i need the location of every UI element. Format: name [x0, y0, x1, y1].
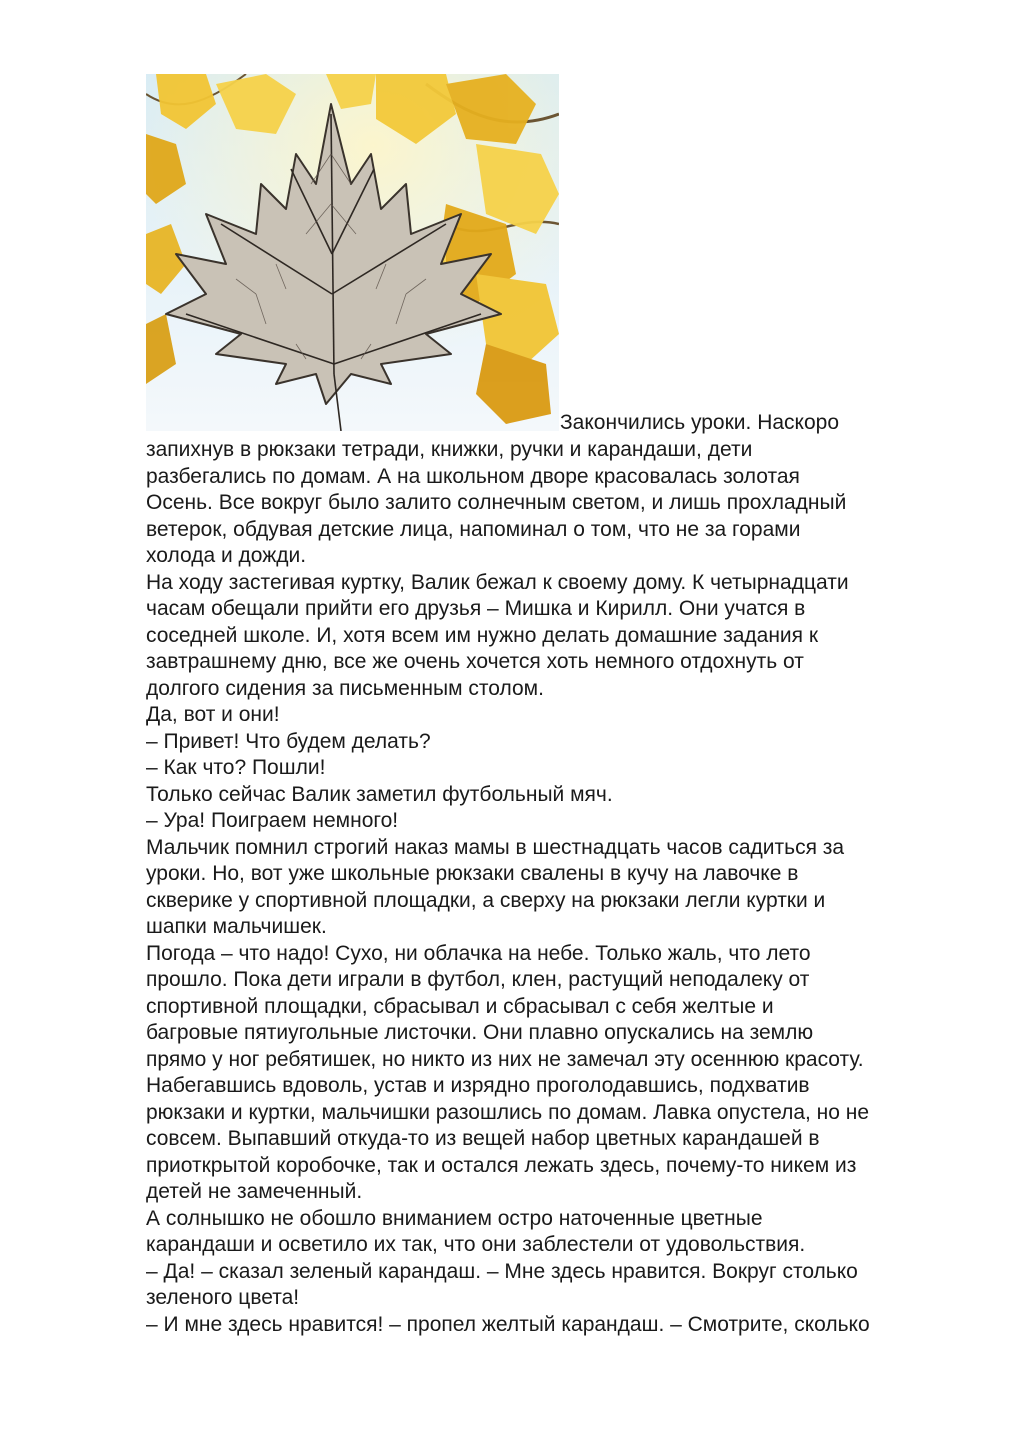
text-line: долгого сидения за письменным столом.	[146, 676, 544, 700]
text-line: Только сейчас Валик заметил футбольный мяч.	[146, 782, 613, 806]
text-line: – Как что? Пошли!	[146, 756, 326, 779]
text-line: уроки. Но, вот уже школьные рюкзаки свалены в кучу на лавочке в	[146, 862, 799, 885]
text-line: – Да! – сказал зеленый карандаш. – Мне здесь нравится. Вокруг столько	[146, 1259, 858, 1283]
text-line: – Ура! Поиграем немного!	[146, 809, 399, 832]
maple-leaf-sketch-icon	[146, 74, 559, 431]
text-line: спортивной площадки, сбрасывал и сбрасывал с себя желтые и	[146, 994, 774, 1018]
maple-leaf-illustration	[146, 74, 559, 431]
text-line: Да, вот и они!	[146, 703, 280, 726]
text-line: прямо у ног ребятишек, но никто из них не замечал эту осеннюю красоту.	[146, 1047, 864, 1071]
text-line: приоткрытой коробочке, так и остался лежать здесь, почему-то никем из	[146, 1153, 857, 1177]
text-line: разбегались по домам. А на школьном дворе красовалась золотая	[146, 464, 800, 488]
text-line: – Привет! Что будем делать?	[146, 729, 431, 753]
text-line: часам обещали прийти его друзья – Мишка и Кирилл. Они учатся в	[146, 597, 806, 620]
text-line: прошло. Пока дети играли в футбол, клен, растущий неподалеку от	[146, 968, 810, 991]
text-line: рюкзаки и куртки, мальчишки разошлись по домам. Лавка опустела, но не	[146, 1100, 870, 1124]
text-line: запихнув в рюкзаки тетради, книжки, ручки и карандаши, дети	[146, 438, 753, 461]
text-line: ветерок, обдувая детские лица, напоминал о том, что не за горами	[146, 517, 801, 541]
text-line: холода и дожди.	[146, 544, 307, 567]
paragraph-first-line: Закончились уроки. Наскоро	[560, 411, 840, 434]
text-line: соседней школе. И, хотя всем им нужно делать домашние задания к	[146, 623, 819, 647]
text-line: скверике у спортивной площадки, а сверху на рюкзаки легли куртки и	[146, 888, 826, 912]
text-line: На ходу застегивая куртку, Валик бежал к своему дому. К четырнадцати	[146, 570, 849, 594]
story-text	[146, 437, 966, 1338]
text-line: багровые пятиугольные листочки. Они плавно опускались на землю	[146, 1021, 814, 1044]
text-line: детей не замеченный.	[146, 1180, 363, 1203]
text-line: Набегавшись вдоволь, устав и изрядно проголодавшись, подхватив	[146, 1074, 810, 1097]
text-line: Осень. Все вокруг было залито солнечным светом, и лишь прохладный	[146, 491, 847, 514]
text-line: Мальчик помнил строгий наказ мамы в шестнадцать часов садиться за	[146, 835, 845, 859]
text-line: зеленого цвета!	[146, 1286, 300, 1309]
text-line: А солнышко не обошло вниманием остро наточенные цветные	[146, 1206, 763, 1230]
text-line: карандаши и осветило их так, что они заблестели от удовольствия.	[146, 1233, 806, 1256]
text-line: Погода – что надо! Сухо, ни облачка на небе. Только жаль, что лето	[146, 941, 811, 965]
text-line: завтрашнему дню, все же очень хочется хоть немного отдохнуть от	[146, 650, 804, 673]
text-line: – И мне здесь нравится! – пропел желтый карандаш. – Смотрите, сколько	[146, 1312, 870, 1336]
text-line: шапки мальчишек.	[146, 915, 327, 938]
text-line: совсем. Выпавший откуда-то из вещей набор цветных карандашей в	[146, 1127, 820, 1150]
